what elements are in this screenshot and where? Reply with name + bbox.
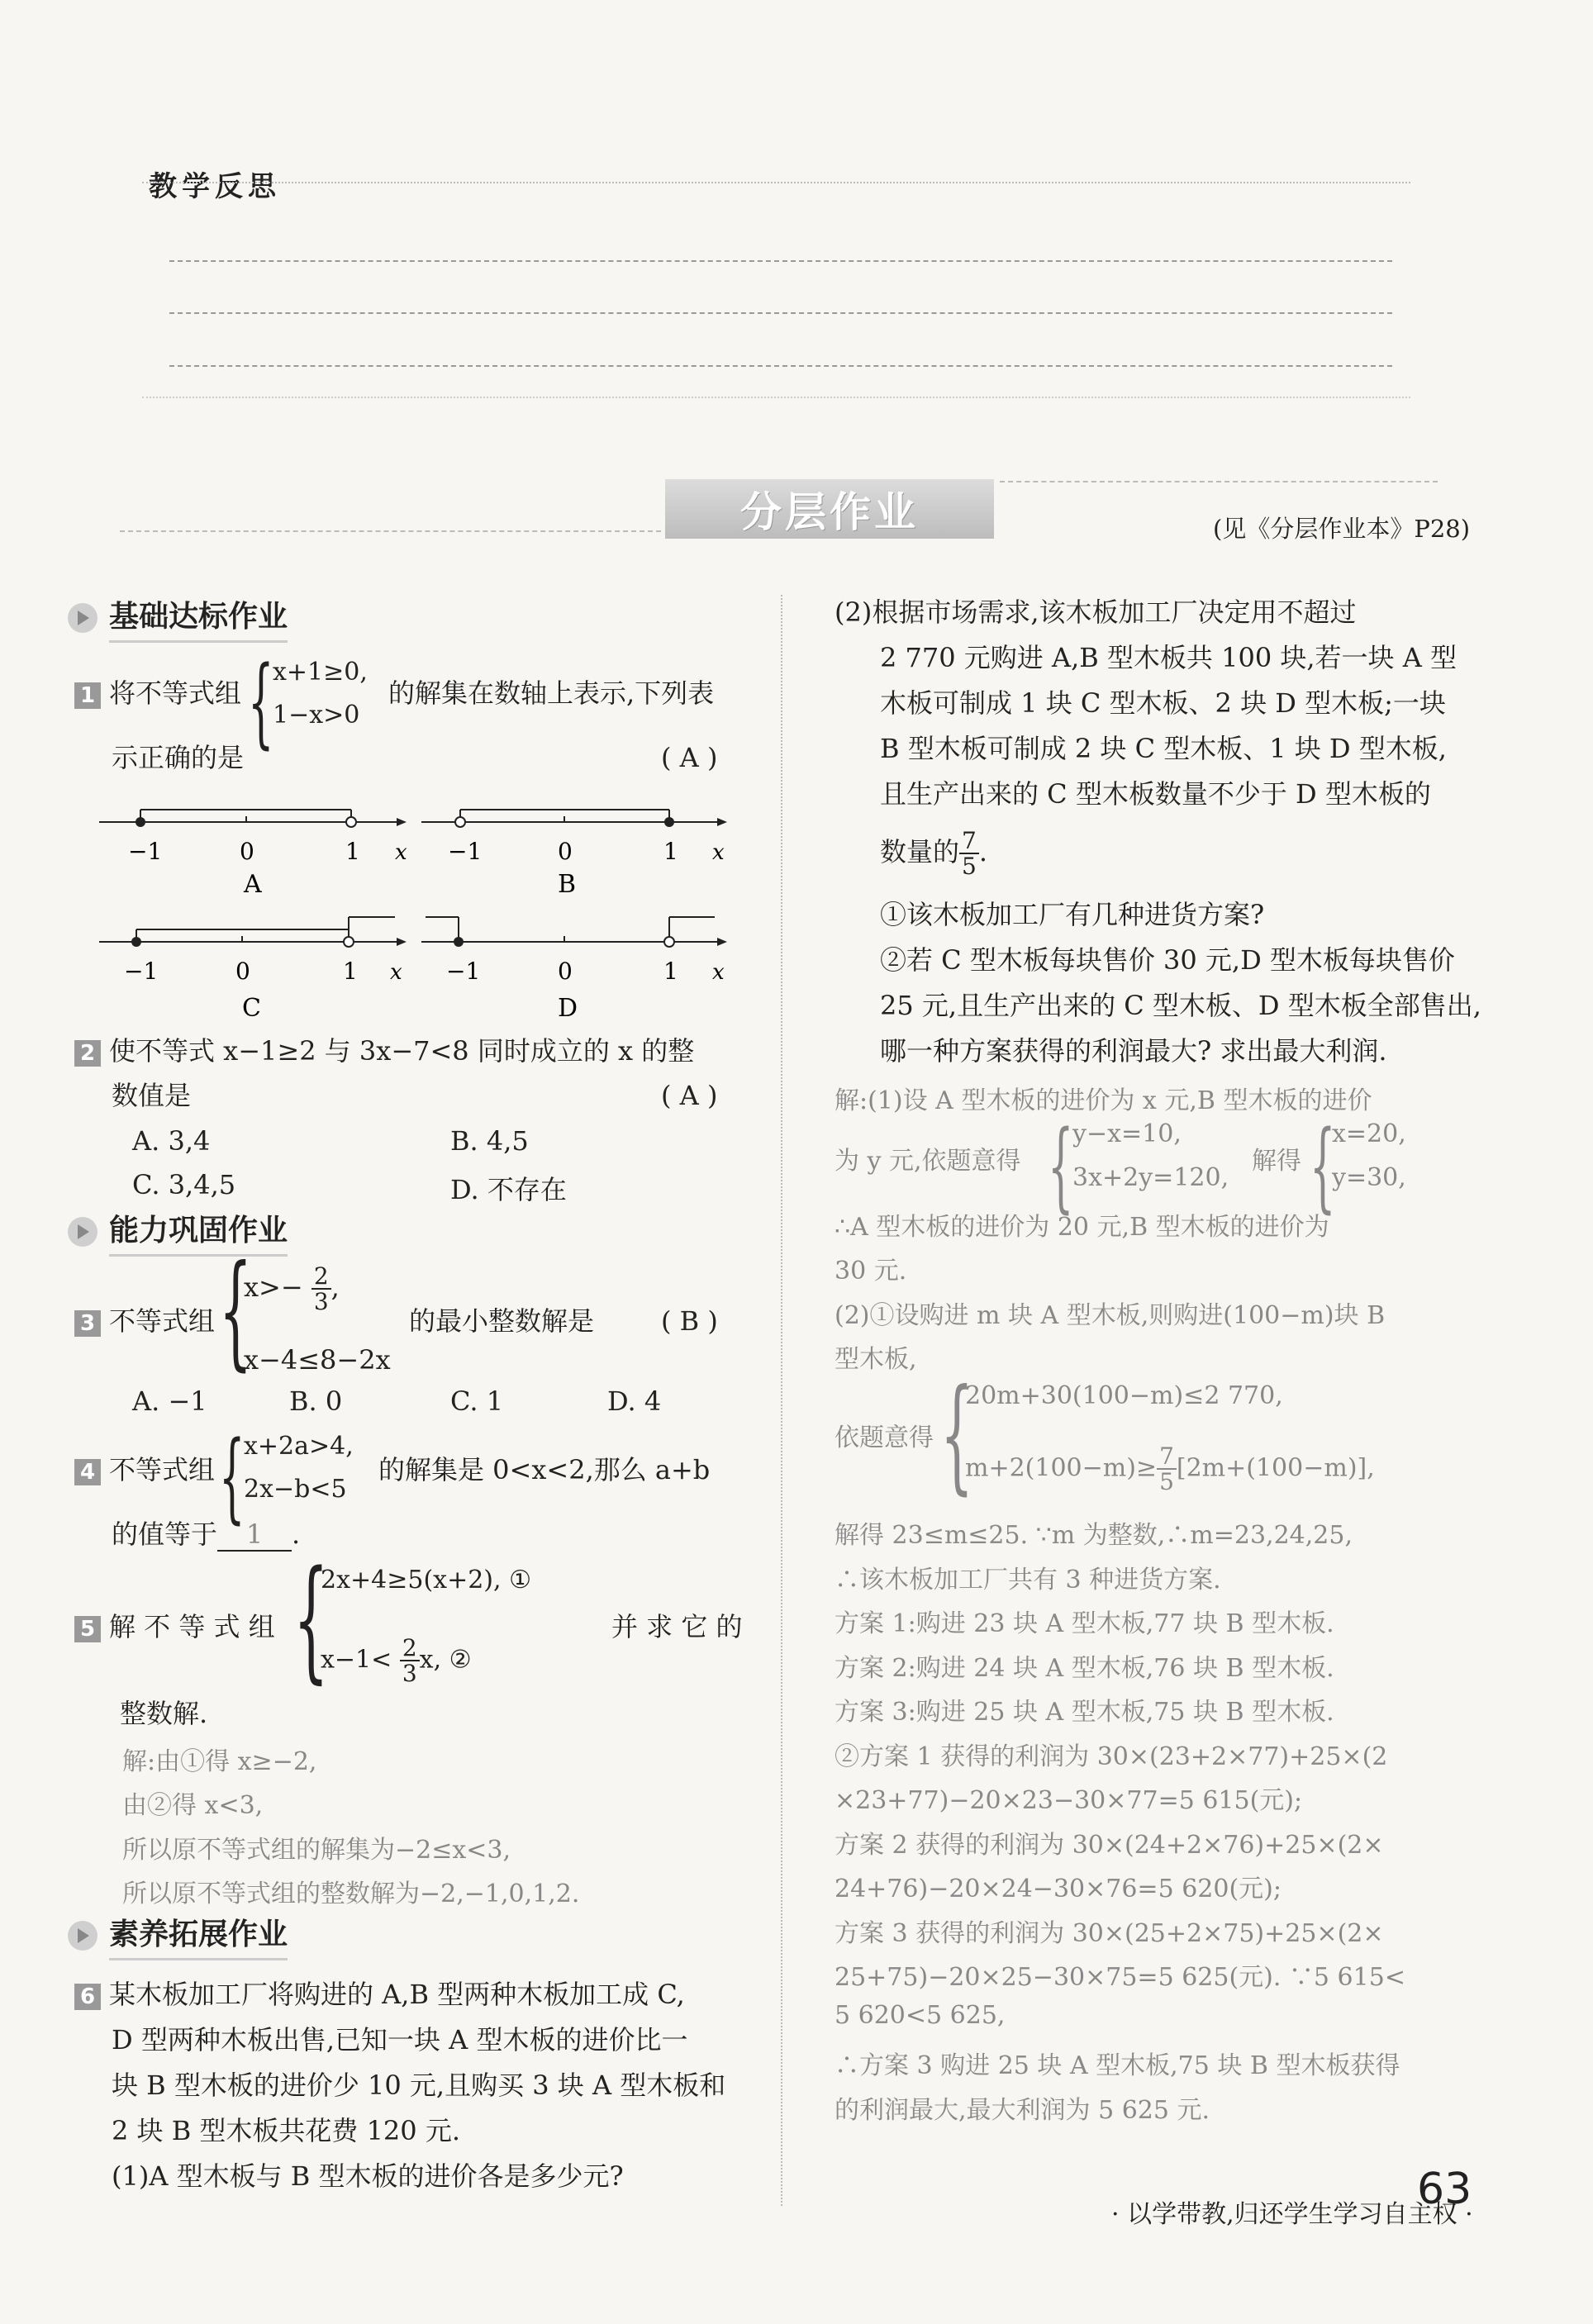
brace-icon: { [940, 1363, 974, 1507]
tick-label: 1 [663, 838, 678, 865]
reflection-line [169, 365, 1392, 367]
q6-solution-system: m+2(100−m)≥ $\frac{7}{5}$ [2m+(100−m)], [965, 1442, 1375, 1496]
q4-text: 不等式组 [109, 1454, 216, 1485]
q6-part2-text: B 型木板可制成 2 块 C 型木板、1 块 D 型木板, [880, 733, 1447, 764]
q1-answer: ( A ) [661, 742, 718, 773]
q5-solution-line: 解:由①得 x≥−2, [122, 1747, 317, 1776]
q6-solution-line: ②方案 1 获得的利润为 30×(23+2×77)+25×(2 [835, 1742, 1388, 1771]
q2-option: B. 4,5 [450, 1125, 529, 1157]
reflection-line [169, 312, 1392, 314]
arrow-icon [68, 1921, 97, 1951]
q3-text: 的最小整数解是 [409, 1305, 595, 1337]
q5-text: 整数解. [120, 1698, 208, 1729]
reflection-label: 教学反思 [149, 170, 281, 203]
axis-label: x [712, 840, 725, 865]
option-label: C [242, 994, 261, 1023]
q6-solution-line: 24+76)−20×24−30×76=5 620(元); [835, 1875, 1282, 1903]
q6-stem [74, 1979, 685, 2010]
q6-part2-text: 且生产出来的 C 型木板数量不少于 D 型木板的 [880, 778, 1431, 810]
axis-label: x [390, 960, 402, 985]
q6-solution-system: 3x+2y=120, [1072, 1163, 1229, 1192]
q1-text: 示正确的是 [112, 742, 245, 773]
q2-stem [74, 1035, 694, 1067]
number-line-D [421, 917, 727, 1023]
q4-line2: 的值等于 1 . [112, 1518, 300, 1552]
q6-solution-line: 解得 23≤m≤25. ∵m 为整数,∴m=23,24,25, [835, 1521, 1353, 1550]
number-line-figures [91, 777, 735, 1033]
q4-stem [74, 1454, 215, 1485]
number-line-B [421, 810, 727, 899]
q5-system-row: x−1< $\frac{2}{3}$ x, ② [321, 1634, 472, 1688]
q4-blank-answer: 1 [217, 1518, 292, 1552]
q6-solution-line: ×23+77)−20×23−30×77=5 615(元); [835, 1786, 1303, 1815]
brace-icon: { [219, 1239, 253, 1383]
tick-label: 0 [558, 958, 573, 985]
q4-text: 的值等于 [112, 1518, 218, 1550]
q1-system-row: x+1≥0, [273, 658, 368, 687]
q6-part2-text: (2)根据市场需求,该木板加工厂决定用不超过 [835, 596, 1357, 628]
workbook-reference: (见《分层作业本》P28) [1213, 515, 1471, 543]
number-line-C [99, 917, 407, 1023]
q6-sub-question: ②若 C 型木板每块售价 30 元,D 型木板每块售价 [880, 944, 1455, 976]
section-title: 能力巩固作业 [109, 1207, 288, 1257]
brace-icon: { [1310, 1109, 1336, 1223]
number-line-A [99, 810, 407, 899]
q6-part2-text: 2 770 元购进 A,B 型木板共 100 块,若一块 A 型 [880, 642, 1457, 673]
q6-text: 块 B 型木板的进价少 10 元,且购买 3 块 A 型木板和 [112, 2070, 726, 2101]
q6-text: 2 块 B 型木板共花费 120 元. [112, 2115, 460, 2146]
q6-solution-system: 20m+30(100−m)≤2 770, [965, 1381, 1283, 1410]
brace-icon: { [293, 1542, 329, 1696]
q6-solution-line: ∴该木板加工厂共有 3 种进货方案. [835, 1566, 1221, 1594]
brace-icon: { [219, 1419, 245, 1533]
q6-solution-line: 方案 3:购进 25 块 A 型木板,75 块 B 型木板. [835, 1698, 1334, 1727]
q5-system-row: 2x+4≥5(x+2), ① [321, 1566, 531, 1594]
fraction: $\frac{2}{3}$ [311, 1264, 331, 1314]
q5-stem [74, 1611, 275, 1642]
q6-solution-line: 解得 [1252, 1147, 1301, 1176]
q3-option: C. 1 [450, 1385, 504, 1417]
banner-rule-right [1000, 481, 1438, 482]
q3-option: D. 4 [607, 1385, 662, 1417]
q5-text: 解 不 等 式 组 [109, 1611, 275, 1642]
q6-solution-line: 25+75)−20×25−30×75=5 625(元). ∵5 615< [835, 1963, 1405, 1992]
q3-system-row: x−4≤8−2x [244, 1344, 391, 1376]
q6-solution-line: 方案 2 获得的利润为 30×(24+2×76)+25×(2× [835, 1831, 1384, 1860]
footer-motto: · 以学带教,归还学生学习自主权 · [1111, 2200, 1473, 2229]
question-number: 4 [74, 1459, 101, 1485]
q6-solution-line: 方案 1:购进 23 块 A 型木板,77 块 B 型木板. [835, 1609, 1334, 1638]
q6-solution-line: 解:(1)设 A 型木板的进价为 x 元,B 型木板的进价 [835, 1086, 1372, 1115]
arrow-icon [68, 1217, 97, 1247]
option-label: D [558, 994, 578, 1023]
q6-text: 某木板加工厂将购进的 A,B 型两种木板加工成 C, [109, 1979, 685, 2010]
q5-text: 并 求 它 的 [611, 1611, 743, 1642]
q6-text: D 型两种木板出售,已知一块 A 型木板的进价比一 [112, 2024, 688, 2055]
q6-text: (1)A 型木板与 B 型木板的进价各是多少元? [112, 2160, 624, 2192]
q6-part2-text: 木板可制成 1 块 C 型木板、2 块 D 型木板;一块 [880, 687, 1446, 719]
q5-solution-line: 所以原不等式组的整数解为−2,−1,0,1,2. [122, 1880, 580, 1908]
q3-system-row: x>− $\frac{2}{3}$ , [244, 1262, 340, 1316]
fraction: $\frac{7}{5}$ [959, 829, 979, 879]
tick-label: 0 [240, 838, 254, 865]
arrow-icon [68, 603, 97, 633]
reflection-line [169, 260, 1392, 262]
q6-part2-text: 数量的 $\frac{7}{5}$ . [880, 827, 988, 881]
question-number: 2 [74, 1040, 101, 1067]
q1-text: 的解集在数轴上表示,下列表 [388, 677, 715, 709]
tick-label: −1 [448, 838, 483, 865]
q6-solution-line: ∴方案 3 购进 25 块 A 型木板,75 块 B 型木板获得 [835, 2051, 1400, 2080]
q6-solution-line: 的利润最大,最大利润为 5 625 元. [835, 2096, 1210, 2125]
page-number: 63 [1417, 2165, 1472, 2214]
q6-solution-line: 方案 3 获得的利润为 30×(25+2×75)+25×(2× [835, 1919, 1384, 1948]
tick-label: 1 [343, 958, 358, 985]
column-divider [781, 595, 782, 2206]
question-number: 5 [74, 1616, 101, 1642]
q2-text: 数值是 [112, 1080, 192, 1111]
q6-sub-question: ①该木板加工厂有几种进货方案? [880, 899, 1265, 930]
q6-solution-line: 方案 2:购进 24 块 A 型木板,76 块 B 型木板. [835, 1654, 1334, 1683]
q6-solution-line: 30 元. [835, 1257, 907, 1286]
tick-label: 1 [345, 838, 360, 865]
q6-solution-system: x=20, [1332, 1119, 1406, 1148]
q2-text: 使不等式 x−1≥2 与 3x−7<8 同时成立的 x 的整 [109, 1035, 695, 1067]
q6-solution-system: y=30, [1332, 1163, 1406, 1192]
brace-icon: { [248, 644, 274, 758]
q1-stem [74, 677, 241, 709]
tick-label: −1 [124, 958, 159, 985]
q2-answer: ( A ) [661, 1080, 718, 1111]
q2-option: D. 不存在 [450, 1174, 567, 1205]
question-number: 1 [74, 682, 101, 709]
banner-rule-left [120, 530, 661, 532]
q2-option: A. 3,4 [132, 1125, 211, 1157]
tick-label: 0 [558, 838, 573, 865]
q5-solution-line: 所以原不等式组的解集为−2≤x<3, [122, 1836, 511, 1865]
q6-solution-system: y−x=10, [1072, 1119, 1182, 1148]
q2-option: C. 3,4,5 [132, 1169, 236, 1200]
q6-sub-question: 25 元,且生产出来的 C 型木板、D 型木板全部售出, [880, 990, 1481, 1021]
q6-solution-line: 型木板, [835, 1345, 917, 1374]
q6-solution-line: (2)①设购进 m 块 A 型木板,则购进(100−m)块 B [835, 1301, 1386, 1330]
q3-option: A. −1 [132, 1385, 207, 1417]
fraction: $\frac{2}{3}$ [400, 1636, 420, 1686]
option-label: A [244, 870, 262, 899]
section-title: 基础达标作业 [109, 593, 288, 643]
question-number: 3 [74, 1310, 101, 1337]
section-basic [68, 595, 336, 641]
axis-label: x [395, 840, 407, 865]
q1-system-row: 1−x>0 [273, 701, 360, 730]
section-title: 素养拓展作业 [109, 1911, 288, 1960]
section-ability [68, 1209, 336, 1255]
q6-solution-line: 依题意得 [835, 1423, 934, 1452]
option-label: B [558, 870, 577, 899]
tick-label: −1 [128, 838, 163, 865]
section-literacy [68, 1913, 336, 1959]
q3-answer: ( B ) [661, 1305, 718, 1337]
q6-solution-line: ∴A 型木板的进价为 20 元,B 型木板的进价为 [835, 1213, 1329, 1242]
q3-text: x>− [244, 1271, 303, 1303]
q4-text: 的解集是 0<x<2,那么 a+b [378, 1454, 711, 1485]
q3-option: B. 0 [289, 1385, 343, 1417]
q6-solution-line: 为 y 元,依题意得 [835, 1147, 1021, 1176]
q3-text: 不等式组 [109, 1305, 216, 1337]
tick-label: −1 [446, 958, 481, 985]
fraction: $\frac{7}{5}$ [1157, 1444, 1177, 1495]
tick-label: 0 [235, 958, 250, 985]
q6-sub-question: 哪一种方案获得的利润最大? 求出最大利润. [880, 1035, 1387, 1067]
q5-solution-line: 由②得 x<3, [122, 1791, 264, 1820]
tick-label: 1 [663, 958, 678, 985]
q3-stem [74, 1305, 215, 1337]
q1-text: 将不等式组 [109, 677, 242, 709]
q4-system-row: 2x−b<5 [244, 1475, 347, 1504]
axis-label: x [712, 960, 725, 985]
homework-banner: 分层作业 [665, 479, 994, 539]
question-number: 6 [74, 1984, 101, 2010]
q4-system-row: x+2a>4, [244, 1432, 354, 1461]
brace-icon: { [1048, 1109, 1074, 1223]
q6-solution-line: 5 620<5 625, [835, 2001, 1006, 2030]
